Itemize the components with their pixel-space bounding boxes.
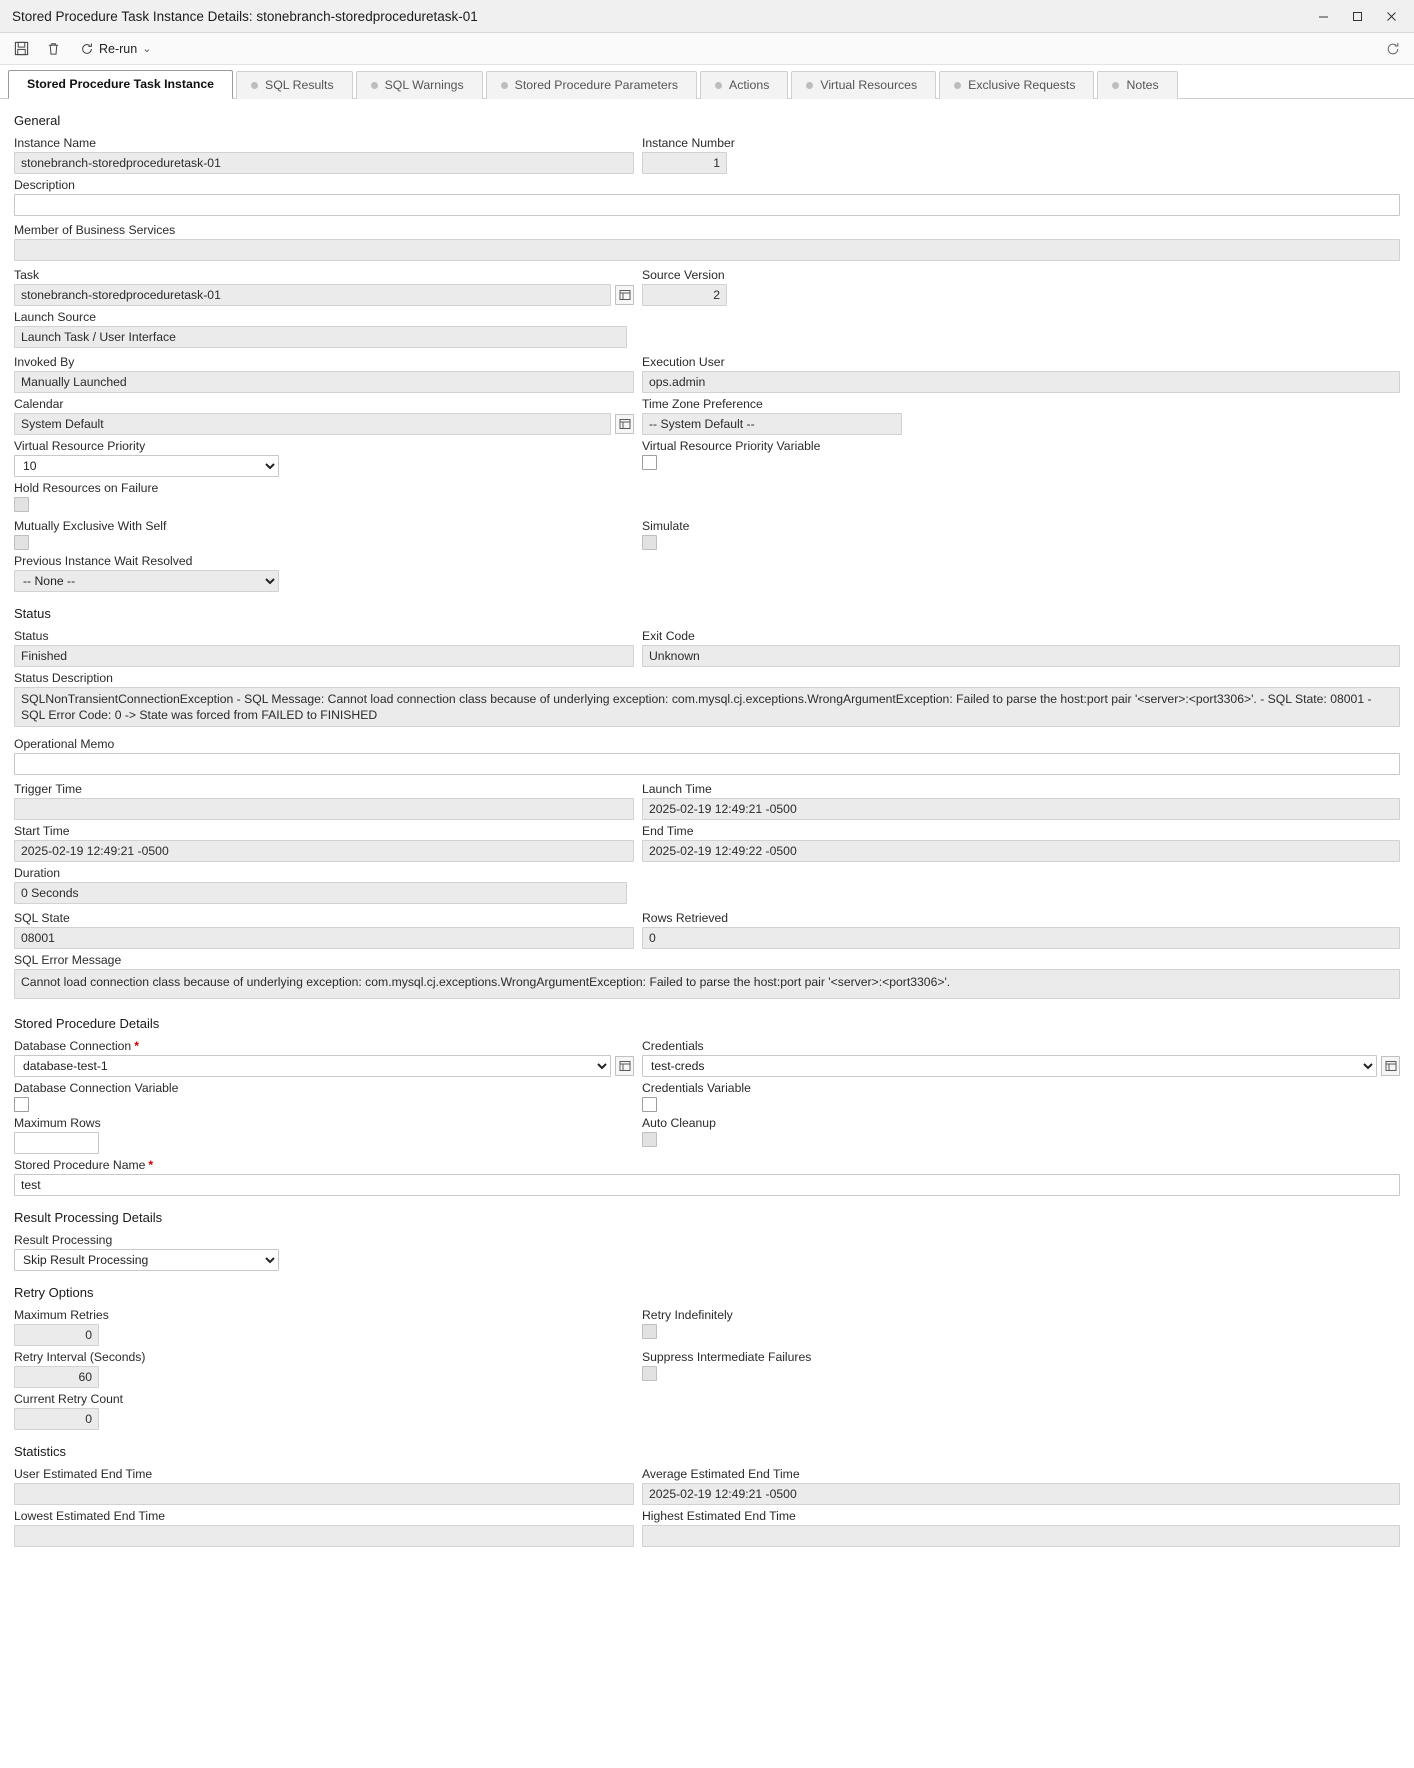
row-calendar [14, 397, 1400, 435]
field-virtual-resource-priority-variable [642, 439, 1400, 477]
field-database-connection [14, 1039, 634, 1077]
credentials-variable-checkbox[interactable] [642, 1097, 657, 1112]
database-connection-variable-checkbox[interactable] [14, 1097, 29, 1112]
tab-stored-procedure-parameters[interactable] [486, 71, 697, 99]
trigger-time-input[interactable] [14, 798, 634, 820]
time-zone-input[interactable] [642, 413, 902, 435]
section-result-processing-details: Result Processing Details [14, 1210, 163, 1225]
tab-status-dot-icon [1112, 82, 1119, 89]
section-general: General [14, 113, 61, 128]
row-start-end-time [14, 824, 1400, 862]
minimize-button[interactable] [1306, 1, 1340, 31]
database-connection-select[interactable] [14, 1055, 611, 1077]
tab-bar [0, 65, 1414, 99]
label-simulate: Simulate [642, 519, 690, 533]
field-virtual-resource-priority [14, 439, 634, 477]
tab-actions[interactable] [700, 71, 788, 99]
business-services-input[interactable] [14, 239, 1400, 261]
label-instance-number: Instance Number [642, 136, 735, 150]
label-credentials-variable: Credentials Variable [642, 1081, 751, 1095]
row-database-connection [14, 1039, 1400, 1077]
field-sql-state [14, 911, 634, 949]
label-database-connection-variable: Database Connection Variable [14, 1081, 179, 1095]
tab-status-dot-icon [806, 82, 813, 89]
field-status-description [14, 671, 1400, 730]
stored-procedure-name-input[interactable] [14, 1174, 1400, 1196]
form-content [0, 99, 1414, 1768]
label-text: Database Connection [14, 1039, 132, 1053]
label-end-time: End Time [642, 824, 694, 838]
label-status: Status [14, 629, 49, 643]
field-time-zone-preference [642, 397, 1400, 435]
field-hold-resources-on-failure [14, 481, 1400, 512]
field-lowest-estimated-end-time [14, 1509, 634, 1547]
label-launch-time: Launch Time [642, 782, 712, 796]
row-instance-name [14, 136, 1400, 174]
tab-status-dot-icon [251, 82, 258, 89]
auto-cleanup-checkbox[interactable] [642, 1132, 657, 1147]
credentials-group [642, 1055, 1400, 1077]
field-operational-memo [14, 737, 1400, 775]
highest-estimated-end-time-input[interactable] [642, 1525, 1400, 1547]
source-version-input[interactable] [642, 284, 727, 306]
label-result-processing: Result Processing [14, 1233, 113, 1247]
tab-label: Actions [729, 78, 770, 92]
toolbar [0, 33, 1414, 65]
field-trigger-time [14, 782, 634, 820]
row-maximum-rows [14, 1116, 1400, 1154]
label-credentials: Credentials [642, 1039, 704, 1053]
field-credentials [642, 1039, 1400, 1077]
label-task: Task [14, 268, 40, 282]
operational-memo-input[interactable] [14, 753, 1400, 775]
window-title: Stored Procedure Task Instance Details: stonebranch-storedproceduretask-01 [12, 8, 478, 24]
label-start-time: Start Time [14, 824, 70, 838]
label-source-version: Source Version [642, 268, 725, 282]
label-hold-resources-on-failure: Hold Resources on Failure [14, 481, 159, 495]
label-sql-error-message: SQL Error Message [14, 953, 122, 967]
label-time-zone-preference: Time Zone Preference [642, 397, 763, 411]
tab-notes[interactable] [1097, 71, 1177, 99]
field-status [14, 629, 634, 667]
refresh-icon [80, 42, 94, 56]
database-connection-group [14, 1055, 634, 1077]
instance-number-input[interactable] [642, 152, 727, 174]
field-retry-indefinitely [642, 1308, 1400, 1346]
tab-status-dot-icon [501, 82, 508, 89]
label-trigger-time: Trigger Time [14, 782, 82, 796]
label-average-estimated-end-time: Average Estimated End Time [642, 1467, 800, 1481]
label-text: Stored Procedure Name [14, 1158, 146, 1172]
row-maximum-retries [14, 1308, 1400, 1346]
row-virtual-resource-priority [14, 439, 1400, 477]
tab-label: Virtual Resources [820, 78, 918, 92]
tab-exclusive-requests[interactable] [939, 71, 1094, 99]
label-maximum-rows: Maximum Rows [14, 1116, 101, 1130]
required-marker: * [134, 1039, 139, 1053]
exit-code-input[interactable] [642, 645, 1400, 667]
credentials-picker-icon[interactable] [1381, 1056, 1400, 1076]
section-status: Status [14, 606, 51, 621]
field-suppress-intermediate-failures [642, 1350, 1400, 1388]
field-database-connection-variable [14, 1081, 634, 1112]
end-time-input[interactable] [642, 840, 1400, 862]
field-credentials-variable [642, 1081, 1400, 1112]
tab-label: SQL Results [265, 78, 334, 92]
start-time-input[interactable] [14, 840, 634, 862]
field-exit-code [642, 629, 1400, 667]
row-task [14, 268, 1400, 306]
label-execution-user: Execution User [642, 355, 725, 369]
credentials-select[interactable] [642, 1055, 1377, 1077]
label-mutually-exclusive-with-self: Mutually Exclusive With Self [14, 519, 167, 533]
task-input-group [14, 284, 634, 306]
label-status-description: Status Description [14, 671, 113, 685]
field-highest-estimated-end-time [642, 1509, 1400, 1547]
maximum-retries-input[interactable] [14, 1324, 99, 1346]
label-virtual-resource-priority: Virtual Resource Priority [14, 439, 146, 453]
calendar-input-group [14, 413, 634, 435]
tab-status-dot-icon [954, 82, 961, 89]
row-invoked-by [14, 355, 1400, 393]
field-sql-error-message [14, 953, 1400, 1002]
field-maximum-rows [14, 1116, 634, 1154]
tab-status-dot-icon [371, 82, 378, 89]
database-connection-picker-icon[interactable] [615, 1056, 634, 1076]
chevron-down-icon: ⌄ [142, 43, 152, 55]
row-sql-state [14, 911, 1400, 949]
maximum-rows-input[interactable] [14, 1132, 99, 1154]
field-instance-name [14, 136, 634, 174]
user-estimated-end-time-input[interactable] [14, 1483, 634, 1505]
status-description-textarea[interactable] [14, 687, 1400, 727]
tab-label: Stored Procedure Parameters [514, 78, 679, 92]
result-processing-select[interactable] [14, 1249, 279, 1271]
virtual-resource-priority-variable-checkbox[interactable] [642, 455, 657, 470]
label-previous-instance-wait-resolved: Previous Instance Wait Resolved [14, 554, 193, 568]
rerun-label: Re-run [99, 41, 138, 56]
task-input[interactable] [14, 284, 611, 306]
label-retry-interval: Retry Interval (Seconds) [14, 1350, 146, 1364]
field-launch-source [14, 310, 1400, 348]
field-instance-number [642, 136, 1400, 174]
tab-status-dot-icon [715, 82, 722, 89]
execution-user-input[interactable] [642, 371, 1400, 393]
label-lowest-estimated-end-time: Lowest Estimated End Time [14, 1509, 166, 1523]
tab-label: Exclusive Requests [968, 78, 1076, 92]
field-rows-retrieved [642, 911, 1400, 949]
field-invoked-by [14, 355, 634, 393]
suppress-intermediate-failures-checkbox[interactable] [642, 1366, 657, 1381]
row-mutually-exclusive [14, 519, 1400, 550]
row-status [14, 629, 1400, 667]
lowest-estimated-end-time-input[interactable] [14, 1525, 634, 1547]
row-trigger-launch-time [14, 782, 1400, 820]
required-marker: * [148, 1158, 154, 1172]
previous-instance-wait-resolved-select[interactable] [14, 570, 279, 592]
label-suppress-intermediate-failures: Suppress Intermediate Failures [642, 1350, 812, 1364]
field-maximum-retries [14, 1308, 634, 1346]
label-maximum-retries: Maximum Retries [14, 1308, 109, 1322]
virtual-resource-priority-select[interactable] [14, 455, 279, 477]
field-start-time [14, 824, 634, 862]
row-estimated-end-times-2 [14, 1509, 1400, 1547]
tab-virtual-resources[interactable] [791, 71, 936, 99]
field-retry-interval [14, 1350, 634, 1388]
field-task [14, 268, 634, 306]
field-calendar [14, 397, 634, 435]
tab-sql-warnings[interactable] [356, 71, 483, 99]
label-launch-source: Launch Source [14, 310, 96, 324]
label-instance-name: Instance Name [14, 136, 96, 150]
row-connection-variables [14, 1081, 1400, 1112]
average-estimated-end-time-input[interactable] [642, 1483, 1400, 1505]
field-source-version [642, 268, 1400, 306]
rows-retrieved-input[interactable] [642, 927, 1400, 949]
field-auto-cleanup [642, 1116, 1400, 1154]
label-highest-estimated-end-time: Highest Estimated End Time [642, 1509, 796, 1523]
close-button[interactable] [1374, 1, 1408, 31]
label-business-services: Member of Business Services [14, 223, 176, 237]
title-bar [0, 0, 1414, 33]
label-auto-cleanup: Auto Cleanup [642, 1116, 716, 1130]
rerun-button[interactable] [74, 40, 157, 58]
label-exit-code: Exit Code [642, 629, 695, 643]
field-result-processing [14, 1233, 1400, 1271]
refresh-page-icon[interactable] [1382, 38, 1404, 60]
label-operational-memo: Operational Memo [14, 737, 115, 751]
field-duration [14, 866, 1400, 904]
field-previous-instance-wait-resolved [14, 554, 1400, 592]
save-icon[interactable] [10, 38, 32, 60]
section-stored-procedure-details: Stored Procedure Details [14, 1016, 160, 1031]
section-retry-options: Retry Options [14, 1285, 94, 1300]
tab-sql-results[interactable] [236, 71, 353, 99]
duration-input[interactable] [14, 882, 627, 904]
calendar-picker-icon[interactable] [615, 414, 634, 434]
section-statistics: Statistics [14, 1444, 67, 1459]
label-rows-retrieved: Rows Retrieved [642, 911, 729, 925]
field-launch-time [642, 782, 1400, 820]
task-picker-icon[interactable] [615, 285, 634, 305]
tab-label: Notes [1126, 78, 1159, 92]
invoked-by-input[interactable] [14, 371, 634, 393]
field-current-retry-count [14, 1392, 1400, 1430]
field-user-estimated-end-time [14, 1467, 634, 1505]
calendar-input[interactable] [14, 413, 611, 435]
row-estimated-end-times-1 [14, 1467, 1400, 1505]
launch-time-input[interactable] [642, 798, 1400, 820]
field-business-services [14, 223, 1400, 261]
sql-error-message-textarea[interactable] [14, 969, 1400, 999]
field-end-time [642, 824, 1400, 862]
status-input[interactable] [14, 645, 634, 667]
label-stored-procedure-name [14, 1158, 1400, 1172]
field-mutually-exclusive-with-self [14, 519, 634, 550]
row-retry-interval [14, 1350, 1400, 1388]
description-input[interactable] [14, 194, 1400, 216]
label-duration: Duration [14, 866, 61, 880]
label-description: Description [14, 178, 75, 192]
current-retry-count-input[interactable] [14, 1408, 99, 1430]
retry-indefinitely-checkbox[interactable] [642, 1324, 657, 1339]
hold-resources-on-failure-checkbox[interactable] [14, 497, 29, 512]
trash-icon[interactable] [42, 38, 64, 60]
simulate-checkbox[interactable] [642, 535, 657, 550]
mutually-exclusive-with-self-checkbox[interactable] [14, 535, 29, 550]
field-simulate [642, 519, 1400, 550]
label-calendar: Calendar [14, 397, 64, 411]
field-average-estimated-end-time [642, 1467, 1400, 1505]
maximize-button[interactable] [1340, 1, 1374, 31]
launch-source-input[interactable] [14, 326, 627, 348]
field-stored-procedure-name [14, 1158, 1400, 1196]
label-current-retry-count: Current Retry Count [14, 1392, 124, 1406]
tab-label: SQL Warnings [384, 78, 464, 92]
tab-label: Stored Procedure Task Instance [27, 77, 215, 91]
field-description [14, 178, 1400, 216]
instance-name-input[interactable] [14, 152, 634, 174]
retry-interval-input[interactable] [14, 1366, 99, 1388]
tab-stored-procedure-task-instance[interactable] [8, 70, 233, 99]
field-execution-user [642, 355, 1400, 393]
label-retry-indefinitely: Retry Indefinitely [642, 1308, 733, 1322]
label-virtual-resource-priority-variable: Virtual Resource Priority Variable [642, 439, 821, 453]
sql-state-input[interactable] [14, 927, 634, 949]
label-user-estimated-end-time: User Estimated End Time [14, 1467, 153, 1481]
label-invoked-by: Invoked By [14, 355, 75, 369]
label-database-connection [14, 1039, 634, 1053]
label-sql-state: SQL State [14, 911, 70, 925]
